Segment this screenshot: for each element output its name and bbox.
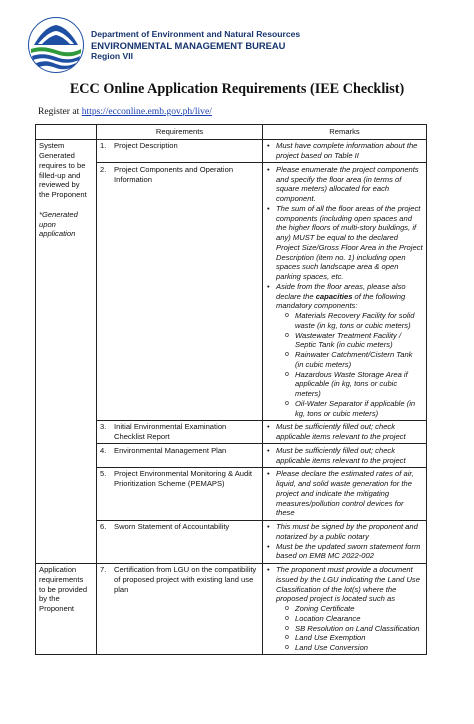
remark-item: • Must be the updated sworn statement form based on EMB MC 2022-002 (266, 542, 423, 562)
remark-emphasis: capacities (315, 291, 353, 301)
remarks-cell (263, 163, 427, 421)
requirement-number: 5. (100, 469, 107, 479)
header-requirements: Requirements (97, 125, 263, 140)
group-note-line: application (39, 229, 76, 239)
remark-text: The proponent must provide a document issued by the LGU indicating the Land Use Classification of the lot(s) where the proposed project is located such as (276, 565, 420, 604)
requirement-number: 6. (100, 522, 107, 531)
group-label-line: requirements (39, 574, 84, 584)
requirement-text: Certification from LGU on the compatibility of proposed project with existing land use plan (114, 565, 257, 594)
group-label-line: reviewed by (39, 180, 80, 190)
application-requirements-group (36, 563, 97, 655)
agency-header (91, 29, 300, 62)
table-row (36, 563, 427, 655)
register-prefix: Register at (38, 106, 82, 117)
requirement-text: Project Environmental Monitoring & Audit Prioritization Scheme (PEMAPS) (114, 469, 253, 488)
system-generated-group (36, 139, 97, 563)
remarks-cell (263, 444, 427, 468)
remark-item: • Please declare the estimated rates of air, liquid, and solid waste generation for the project and indicate the mitigating measures/pollution control devices for these (266, 469, 423, 518)
table-row (36, 139, 427, 163)
register-link[interactable]: https://ecconline.emb.gov.ph/live/ (81, 106, 212, 117)
remark-item: • Please enumerate the project components and specify the floor area (in terms of square meters) allocated for each component. (266, 165, 423, 204)
group-label-line: filled-up and (39, 170, 81, 180)
header-blank (36, 125, 97, 140)
sub-item: o SB Resolution on Land Classification (276, 624, 423, 634)
requirement-number: 2. (100, 164, 107, 174)
remark-item (266, 282, 423, 419)
sub-item: o Zoning Certificate (276, 604, 423, 614)
table-header-row (36, 125, 427, 140)
remark-item: • Must be sufficiently filled out; check applicable items relevant to the project (266, 446, 423, 466)
group-label-line: System (39, 141, 65, 151)
requirement-number: 7. (100, 565, 107, 574)
remarks-cell (263, 563, 427, 655)
denr-logo (28, 17, 84, 73)
sub-item: o Oil-Water Separator if applicable (in kg, tons or cubic meters) (276, 399, 423, 419)
requirements-table (35, 124, 427, 655)
requirement-cell (97, 420, 263, 444)
group-label-line: the Proponent (39, 190, 87, 199)
requirement-text: Project Components and Operation Information (114, 164, 234, 184)
requirement-cell (97, 467, 263, 520)
requirement-text: Project Description (114, 141, 178, 151)
remarks-cell (263, 520, 427, 563)
department-name: Department of Environment and Natural Resources (91, 29, 301, 39)
requirement-cell (97, 139, 263, 163)
group-label-line: Proponent (39, 604, 75, 613)
sub-item: o Rainwater Catchment/Cistern Tank (in cubic meters) (276, 350, 423, 370)
requirement-number: 1. (100, 141, 107, 151)
remark-item: • The sum of all the floor areas of the project components (including open spaces and the higher floors of multi-story buildings, if any) MUST be equal to the declared Project Size/Gross Floor Area in the Project Description (item no. 1) including open spaces such landscape area & open parking spaces, etc. (266, 204, 423, 282)
sub-item: o Location Clearance (276, 614, 423, 624)
group-note-line: *Generated (39, 209, 78, 219)
remarks-cell (263, 467, 427, 520)
sub-item: o Land Use Conversion (276, 643, 423, 653)
sub-item: o Materials Recovery Facility for solid waste (in kg, tons or cubic meters) (276, 311, 423, 331)
remark-item: • Must have complete information about the project based on Table II (266, 141, 423, 161)
group-label-line: requires to be (39, 160, 86, 170)
bureau-name: ENVIRONMENTAL MANAGEMENT BUREAU (91, 40, 286, 51)
register-line (38, 106, 212, 117)
requirement-cell (97, 163, 263, 421)
remark-text: of the following mandatory components: (276, 291, 406, 311)
remark-text: Aside from the floor areas, please also declare the (276, 281, 406, 301)
remarks-cell (263, 139, 427, 163)
requirement-cell (97, 563, 263, 655)
group-note-line: upon (39, 219, 56, 229)
sub-item: o Land Use Exemption (276, 633, 423, 643)
sub-item: o Wastewater Treatment Facility / Septic Tank (in cubic meters) (276, 331, 423, 351)
header-remarks: Remarks (263, 125, 427, 140)
page-title: ECC Online Application Requirements (IEE Checklist) (69, 81, 405, 97)
requirement-text: Environmental Management Plan (114, 445, 227, 455)
region-name: Region VII (91, 51, 134, 61)
remark-item: • Must be sufficiently filled out; check applicable items relevant to the project (266, 422, 423, 442)
remark-item (266, 565, 423, 653)
requirement-number: 3. (100, 422, 107, 432)
sub-item: o Hazardous Waste Storage Area if applicable (in kg, tons or cubic meters) (276, 370, 423, 399)
group-label-line: Generated (39, 151, 75, 160)
remarks-cell (263, 420, 427, 444)
group-label-line: to be provided (39, 584, 88, 594)
group-label-line: by the (39, 594, 60, 604)
remark-item: • This must be signed by the proponent and notarized by a public notary (266, 522, 423, 542)
requirement-cell (97, 520, 263, 563)
group-label-line: Application (39, 565, 77, 574)
requirement-cell (97, 444, 263, 468)
requirement-number: 4. (100, 445, 107, 455)
requirement-text: Sworn Statement of Accountability (114, 522, 230, 531)
requirement-text: Initial Environmental Examination Checklist Report (114, 422, 227, 441)
